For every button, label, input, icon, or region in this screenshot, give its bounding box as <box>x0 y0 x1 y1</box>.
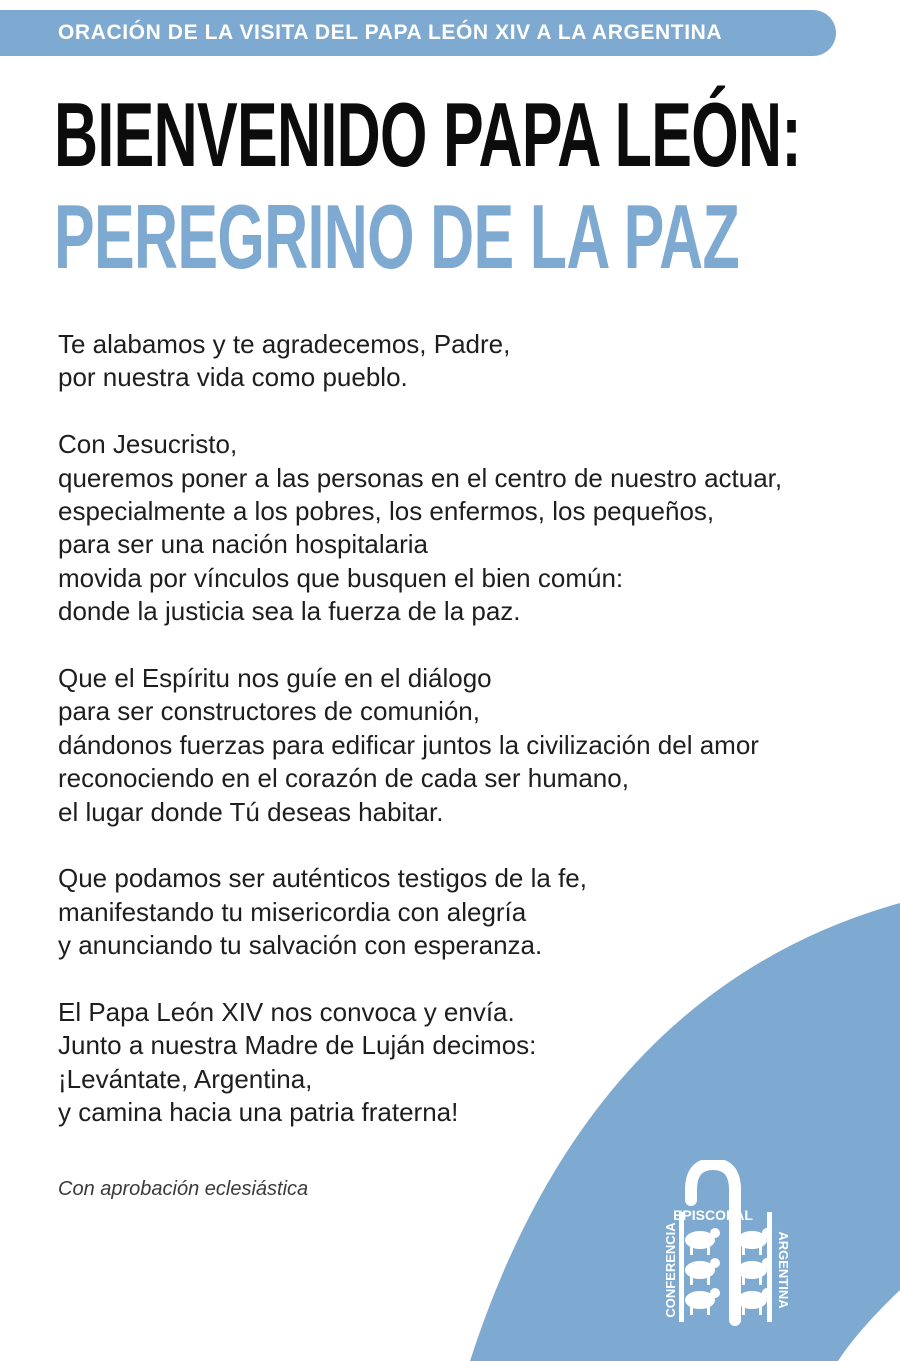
prayer-line: Que el Espíritu nos guíe en el diálogo <box>58 663 492 694</box>
prayer-stanza <box>58 996 858 1130</box>
prayer-stanza <box>58 662 858 829</box>
prayer-line: para ser una nación hospitalaria <box>58 529 429 560</box>
logo-text-right: ARGENTINA <box>776 1231 791 1309</box>
prayer-line: Junto a nuestra Madre de Luján decimos: <box>58 1030 537 1061</box>
prayer-line: reconociendo en el corazón de cada ser humano, <box>58 763 629 794</box>
prayer-line: y anunciando tu salvación con esperanza. <box>58 930 543 961</box>
prayer-stanza <box>58 862 858 962</box>
episcopal-conference-logo <box>655 1160 795 1330</box>
lamb-icon <box>685 1228 772 1315</box>
logo-text-top: EPISCOPAL <box>673 1207 753 1223</box>
prayer-line: donde la justicia sea la fuerza de la paz. <box>58 596 521 627</box>
page-title: BIENVENIDO PAPA LEÓN: <box>54 85 801 186</box>
prayer-text <box>58 328 858 1163</box>
header-banner: ORACIÓN DE LA VISITA DEL PAPA LEÓN XIV A LA ARGENTINA <box>0 10 836 56</box>
prayer-line: El Papa León XIV nos convoca y envía. <box>58 997 515 1028</box>
logo-text-left: CONFERENCIA <box>663 1222 678 1318</box>
prayer-line: el lugar donde Tú deseas habitar. <box>58 796 444 827</box>
prayer-line: Con Jesucristo, <box>58 429 238 460</box>
prayer-line: manifestando tu misericordia con alegría <box>58 896 527 927</box>
prayer-line: especialmente a los pobres, los enfermos, los pequeños, <box>58 496 715 527</box>
page-subtitle: PEREGRINO DE LA PAZ <box>54 187 740 288</box>
prayer-line: por nuestra vida como pueblo. <box>58 362 408 393</box>
prayer-line: y camina hacia una patria fraterna! <box>58 1097 459 1128</box>
prayer-line: ¡Levántate, Argentina, <box>58 1063 313 1094</box>
prayer-line: queremos poner a las personas en el centro de nuestro actuar, <box>58 462 783 493</box>
prayer-line: Que podamos ser auténticos testigos de la fe, <box>58 863 587 894</box>
prayer-line: movida por vínculos que busquen el bien común: <box>58 562 624 593</box>
prayer-stanza <box>58 428 858 628</box>
prayer-line: Te alabamos y te agradecemos, Padre, <box>58 329 511 359</box>
prayer-line: para ser constructores de comunión, <box>58 696 480 727</box>
prayer-stanza <box>58 328 858 395</box>
approval-note: Con aprobación eclesiástica <box>58 1178 309 1200</box>
prayer-line: dándonos fuerzas para edificar juntos la civilización del amor <box>58 729 759 760</box>
